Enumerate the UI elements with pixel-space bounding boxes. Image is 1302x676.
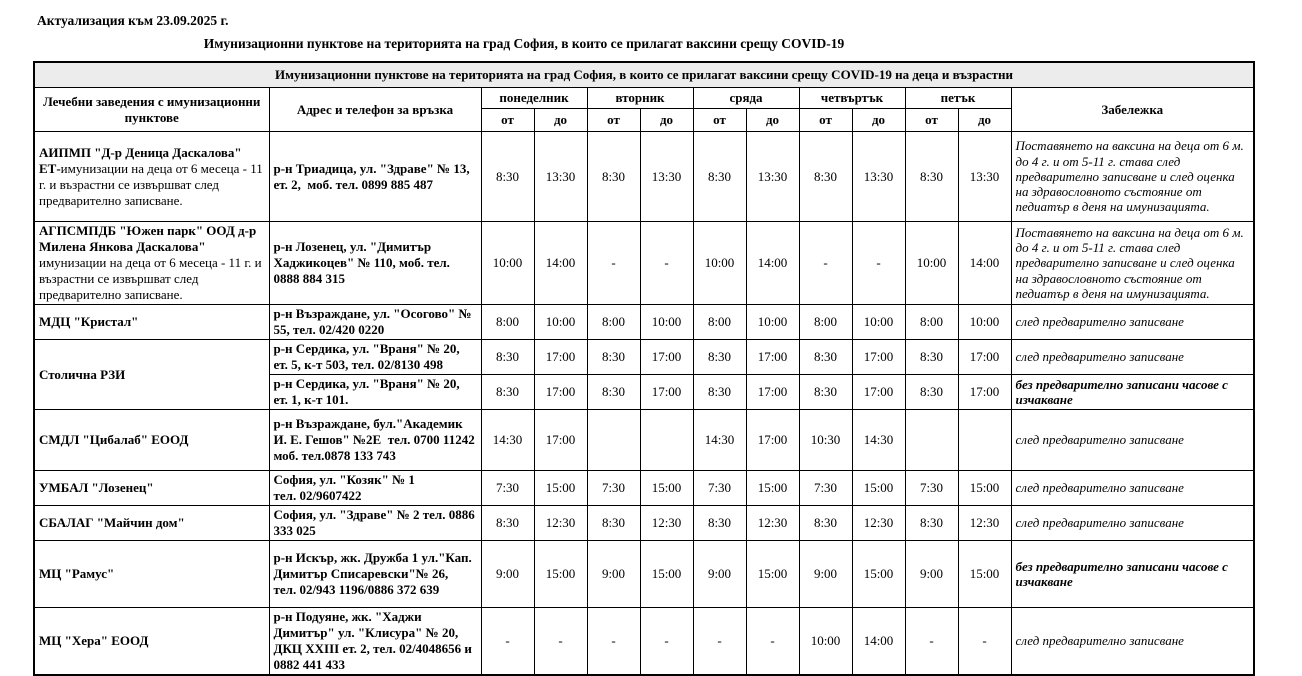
address-cell: София, ул. "Козяк" № 1 тел. 02/9607422	[269, 471, 481, 506]
time-cell: 8:30	[693, 340, 746, 375]
time-cell: 7:30	[587, 471, 640, 506]
time-cell: -	[799, 222, 852, 305]
time-cell: 8:00	[693, 305, 746, 340]
facility-cell	[34, 541, 269, 608]
time-cell: 9:00	[905, 541, 958, 608]
time-cell: 14:00	[958, 222, 1011, 305]
table-header	[34, 62, 1254, 132]
time-cell: 14:30	[481, 410, 534, 471]
time-cell: -	[693, 608, 746, 676]
facility-description: имунизации на деца от 6 месеца - 11 г. и възрастни се извършват след предварително записване.	[39, 255, 262, 302]
time-cell: 12:30	[958, 506, 1011, 541]
facility-name: Столична РЗИ	[39, 366, 126, 382]
time-cell: 8:30	[799, 375, 852, 410]
document-title: Имунизационни пунктове на територията на град София, в които се прилагат ваксини срещу COVID-19	[203, 36, 845, 51]
column-header-address: Адрес и телефон за връзка	[269, 88, 481, 132]
time-cell: -	[587, 608, 640, 676]
column-header-tuesday: вторник	[587, 88, 693, 109]
time-cell: 13:30	[746, 132, 799, 222]
time-cell: 17:00	[852, 340, 905, 375]
time-cell: 13:30	[958, 132, 1011, 222]
time-cell	[587, 410, 640, 471]
time-cell: 8:30	[587, 132, 640, 222]
table-row	[34, 541, 1254, 608]
time-cell: 9:00	[693, 541, 746, 608]
time-cell: 8:30	[905, 340, 958, 375]
facility-name: АИПМП "Д-р Деница Даскалова" ЕТ-	[39, 144, 242, 176]
subheader-from: от	[905, 109, 958, 132]
time-cell: 14:00	[852, 608, 905, 676]
time-cell	[640, 410, 693, 471]
time-cell: 12:30	[640, 506, 693, 541]
time-cell: 14:00	[534, 222, 587, 305]
time-cell: 9:00	[799, 541, 852, 608]
address-cell: р-н Възраждане, ул. "Осогово" № 55, тел. 02/420 0220	[269, 305, 481, 340]
time-cell: 8:00	[587, 305, 640, 340]
table-row	[34, 471, 1254, 506]
time-cell: 8:30	[905, 375, 958, 410]
note-cell: Поставянето на ваксина на деца от 6 м. до 4 г. и от 5-11 г. става след предварително записване и след оценка на здравословното състояние от педиатър в деня на имунизацията.	[1011, 222, 1254, 305]
time-cell: 14:00	[746, 222, 799, 305]
facility-name: АГПСМПДБ "Южен парк" ООД д-р Милена Янкова Даскалова"	[39, 223, 257, 254]
time-cell: 10:00	[640, 305, 693, 340]
time-cell: 17:00	[640, 340, 693, 375]
time-cell: 10:00	[534, 305, 587, 340]
time-cell: 8:30	[693, 132, 746, 222]
subheader-to: до	[640, 109, 693, 132]
address-cell: София, ул. "Здраве" № 2 тел. 0886 333 025	[269, 506, 481, 541]
facility-cell	[34, 132, 269, 222]
time-cell: -	[534, 608, 587, 676]
time-cell: 15:00	[640, 541, 693, 608]
time-cell: 15:00	[534, 471, 587, 506]
time-cell: -	[852, 222, 905, 305]
facility-cell	[34, 471, 269, 506]
time-cell: -	[905, 608, 958, 676]
time-cell: 17:00	[958, 340, 1011, 375]
time-cell: 9:00	[481, 541, 534, 608]
facility-name: УМБАЛ "Лозенец"	[39, 480, 154, 495]
time-cell: 10:00	[481, 222, 534, 305]
time-cell: 8:30	[587, 340, 640, 375]
facility-name: СМДЛ "Цибалаб" ЕООД	[39, 432, 189, 447]
time-cell: 17:00	[534, 340, 587, 375]
column-header-thursday: четвъртък	[799, 88, 905, 109]
address-cell: р-н Сердика, ул. "Враня" № 20, ет. 5, к-т 503, тел. 02/8130 498	[269, 340, 481, 375]
facility-name: МЦ "Хера" ЕООД	[39, 633, 149, 648]
time-cell: 10:00	[693, 222, 746, 305]
time-cell: 10:00	[799, 608, 852, 676]
table-banner-row	[34, 62, 1254, 88]
time-cell: 15:00	[852, 541, 905, 608]
time-cell: 17:00	[746, 340, 799, 375]
subheader-from: от	[799, 109, 852, 132]
time-cell: 10:00	[852, 305, 905, 340]
table-row	[34, 506, 1254, 541]
note-cell: след предварително записване	[1011, 471, 1254, 506]
facility-description: имунизации на деца от 6 месеца - 11 г. и възрастни се извършват след предварително записване.	[39, 160, 263, 208]
time-cell: 15:00	[746, 541, 799, 608]
time-cell: 8:30	[587, 375, 640, 410]
time-cell: 17:00	[746, 375, 799, 410]
time-cell: 8:30	[693, 375, 746, 410]
time-cell: -	[640, 222, 693, 305]
table-row	[34, 410, 1254, 471]
note-cell: след предварително записване	[1011, 305, 1254, 340]
time-cell: 7:30	[481, 471, 534, 506]
time-cell: 13:30	[852, 132, 905, 222]
header-row-days	[34, 88, 1254, 109]
time-cell: 14:30	[852, 410, 905, 471]
subheader-to: до	[534, 109, 587, 132]
time-cell: 8:30	[799, 340, 852, 375]
column-header-wednesday: сряда	[693, 88, 799, 109]
time-cell: 15:00	[746, 471, 799, 506]
time-cell: 8:30	[905, 506, 958, 541]
time-cell: 13:30	[534, 132, 587, 222]
facility-cell	[34, 506, 269, 541]
time-cell: 13:30	[640, 132, 693, 222]
subheader-from: от	[481, 109, 534, 132]
table-row	[34, 608, 1254, 676]
time-cell: -	[587, 222, 640, 305]
time-cell: 8:30	[799, 132, 852, 222]
address-cell: р-н Подуяне, жк. "Хаджи Димитър" ул. "Клисура" № 20, ДКЦ XXIII ет. 2, тел. 02/4048656 и 0882 441 433	[269, 608, 481, 676]
time-cell: -	[481, 608, 534, 676]
time-cell: 9:00	[587, 541, 640, 608]
time-cell: 15:00	[958, 471, 1011, 506]
time-cell: -	[640, 608, 693, 676]
note-cell: без предварително записани часове с изчакване	[1011, 541, 1254, 608]
facility-cell	[34, 608, 269, 676]
address-cell: р-н Лозенец, ул. "Димитър Хаджикоцев" № 110, моб. тел. 0888 884 315	[269, 222, 481, 305]
table-row	[34, 305, 1254, 340]
facility-cell	[34, 410, 269, 471]
table-body	[34, 132, 1254, 676]
subheader-to: до	[958, 109, 1011, 132]
time-cell	[905, 410, 958, 471]
column-header-facility: Лечебни заведения с имунизационни пунктове	[34, 88, 269, 132]
update-date-label: Актуализация към 23.09.2025 г.	[37, 13, 229, 28]
time-cell: 12:30	[746, 506, 799, 541]
note-cell: след предварително записване	[1011, 506, 1254, 541]
time-cell: 17:00	[534, 375, 587, 410]
note-cell: след предварително записване	[1011, 608, 1254, 676]
time-cell: 10:00	[958, 305, 1011, 340]
time-cell: 17:00	[640, 375, 693, 410]
table-row	[34, 222, 1254, 305]
time-cell: 7:30	[799, 471, 852, 506]
column-header-note: Забележка	[1011, 88, 1254, 132]
time-cell: 17:00	[958, 375, 1011, 410]
note-cell: без предварително записани часове с изчакване	[1011, 375, 1254, 410]
time-cell: 8:00	[799, 305, 852, 340]
table-banner: Имунизационни пунктове на територията на град София, в които се прилагат ваксини срещу COVID-19 на деца и възрастни	[34, 62, 1254, 88]
time-cell: 8:30	[587, 506, 640, 541]
time-cell: 15:00	[640, 471, 693, 506]
time-cell: 7:30	[905, 471, 958, 506]
time-cell: 15:00	[958, 541, 1011, 608]
facility-cell	[34, 305, 269, 340]
facility-cell	[34, 340, 269, 410]
time-cell: 17:00	[852, 375, 905, 410]
time-cell: 8:30	[481, 375, 534, 410]
time-cell: 8:30	[905, 132, 958, 222]
time-cell: 10:00	[746, 305, 799, 340]
time-cell: 10:30	[799, 410, 852, 471]
time-cell: 15:00	[534, 541, 587, 608]
time-cell: 17:00	[746, 410, 799, 471]
subheader-from: от	[587, 109, 640, 132]
time-cell: 12:30	[534, 506, 587, 541]
facility-name: МДЦ "Кристал"	[39, 314, 139, 329]
time-cell: 10:00	[905, 222, 958, 305]
time-cell: 12:30	[852, 506, 905, 541]
time-cell: 8:30	[693, 506, 746, 541]
immunization-schedule-table	[33, 61, 1255, 676]
time-cell: 8:00	[905, 305, 958, 340]
address-cell: р-н Сердика, ул. "Враня" № 20, ет. 1, к-т 101.	[269, 375, 481, 410]
column-header-monday: понеделник	[481, 88, 587, 109]
table-row	[34, 132, 1254, 222]
time-cell: 8:30	[481, 132, 534, 222]
note-cell: след предварително записване	[1011, 410, 1254, 471]
time-cell: 17:00	[534, 410, 587, 471]
address-cell: р-н Искър, жк. Дружба 1 ул."Кап. Димитър Списаревски"№ 26, тел. 02/943 1196/0886 372 639	[269, 541, 481, 608]
time-cell: 8:00	[481, 305, 534, 340]
subheader-to: до	[746, 109, 799, 132]
facility-name: МЦ "Рамус"	[39, 566, 115, 581]
time-cell: 8:30	[481, 340, 534, 375]
time-cell: 7:30	[693, 471, 746, 506]
time-cell: -	[958, 608, 1011, 676]
time-cell: 15:00	[852, 471, 905, 506]
time-cell: 8:30	[481, 506, 534, 541]
column-header-friday: петък	[905, 88, 1011, 109]
facility-name: СБАЛАГ "Майчин дом"	[39, 515, 185, 530]
subheader-from: от	[693, 109, 746, 132]
subheader-to: до	[852, 109, 905, 132]
facility-cell	[34, 222, 269, 305]
note-cell: Поставянето на ваксина на деца от 6 м. до 4 г. и от 5-11 г. става след предварително записване и след оценка на здравословното състояние от педиатър в деня на имунизацията.	[1011, 132, 1254, 222]
note-cell: след предварително записване	[1011, 340, 1254, 375]
time-cell	[958, 410, 1011, 471]
table-row	[34, 340, 1254, 375]
time-cell: -	[746, 608, 799, 676]
time-cell: 8:30	[799, 506, 852, 541]
address-cell: р-н Възраждане, бул."Академик И. Е. Гешов" №2Е тел. 0700 11242 моб. тел.0878 133 743	[269, 410, 481, 471]
address-cell: р-н Триадица, ул. "Здраве" № 13, ет. 2, моб. тел. 0899 885 487	[269, 132, 481, 222]
time-cell: 14:30	[693, 410, 746, 471]
